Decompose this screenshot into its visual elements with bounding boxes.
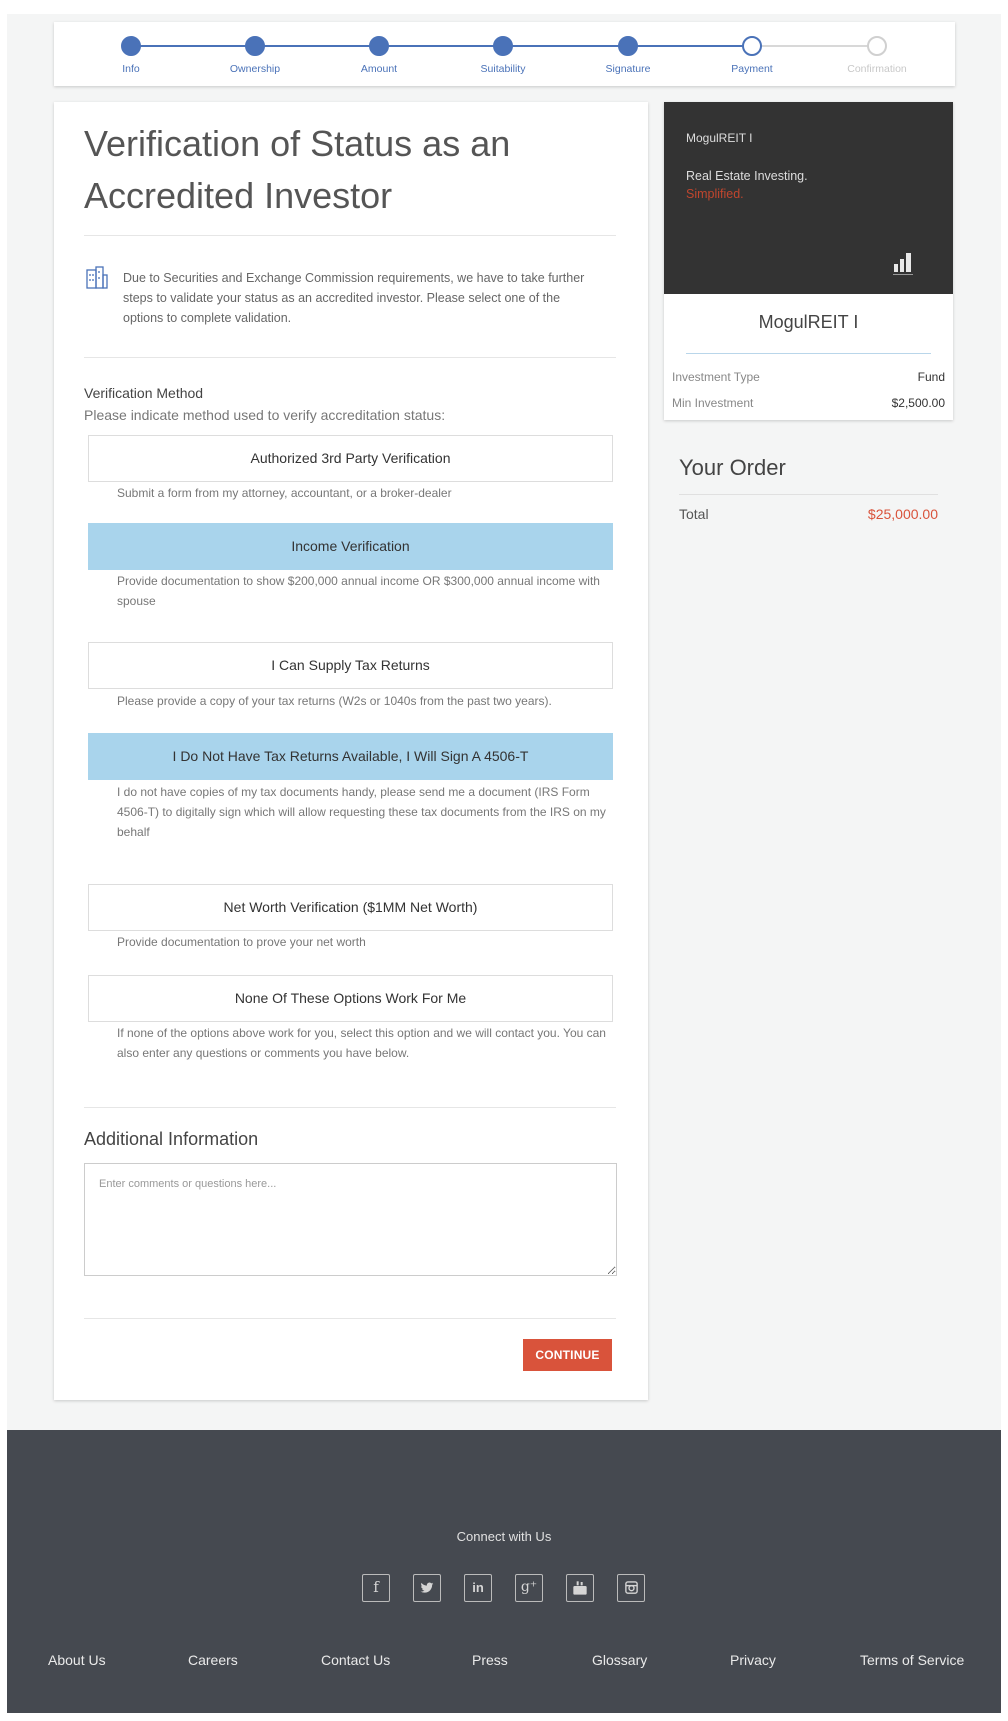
step-dot-pending [867, 36, 887, 56]
footer-link-contact[interactable]: Contact Us [321, 1652, 391, 1668]
fund-detail-row [672, 396, 945, 410]
footer-link-glossary[interactable]: Glossary [592, 1652, 648, 1668]
building-icon [85, 266, 109, 290]
sec-notice-text: Due to Securities and Exchange Commission requirements, we have to take further steps to validate your status as an accredited investor. Please select one of the options to complete validation. [123, 271, 585, 325]
step-dot [369, 36, 389, 56]
option-3rd-party-verification[interactable]: Authorized 3rd Party Verification [88, 435, 613, 482]
footer-link-press[interactable]: Press [472, 1652, 508, 1668]
banner-tagline: Real Estate Investing. [686, 169, 808, 183]
step-label: Ownership [229, 63, 281, 75]
option-net-worth-verification[interactable]: Net Worth Verification ($1MM Net Worth) [88, 884, 613, 931]
option-income-verification[interactable]: Income Verification [88, 523, 613, 570]
option-description: Please provide a copy of your tax returns (W2s or 1040s from the past two years). [117, 694, 552, 708]
banner-tagline-accent: Simplified. [686, 187, 744, 201]
step-dot [493, 36, 513, 56]
step-dot-current [742, 36, 762, 56]
fund-detail-label: Min Investment [672, 396, 754, 410]
page-title: Verification of Status as an Accredited Investor [84, 123, 511, 216]
step-label: Amount [360, 63, 398, 75]
comments-field[interactable] [84, 1163, 617, 1276]
twitter-icon[interactable] [413, 1574, 441, 1602]
option-none-work[interactable]: None Of These Options Work For Me [88, 975, 613, 1022]
verification-card [54, 102, 648, 1400]
additional-information-heading: Additional Information [84, 1129, 259, 1149]
step-label: Confirmation [847, 63, 907, 75]
order-total-label: Total [679, 506, 709, 522]
fund-name: MogulREIT I [758, 312, 859, 332]
footer-link-careers[interactable]: Careers [188, 1652, 238, 1668]
verification-method-instructions: Please indicate method used to verify accreditation status: [84, 407, 446, 423]
step-confirmation [822, 36, 932, 75]
option-supply-tax-returns[interactable]: I Can Supply Tax Returns [88, 642, 613, 689]
fund-detail-label: Investment Type [672, 370, 760, 384]
footer-link-terms[interactable]: Terms of Service [860, 1652, 965, 1668]
verification-method-label: Verification Method [84, 385, 204, 401]
facebook-icon[interactable]: f [362, 1574, 390, 1602]
footer [7, 1430, 1001, 1713]
continue-button[interactable]: CONTINUE [523, 1339, 612, 1371]
footer-link-privacy[interactable]: Privacy [730, 1652, 776, 1668]
step-label: Info [122, 63, 140, 75]
step-amount[interactable] [324, 36, 434, 75]
divider [84, 1107, 616, 1108]
step-suitability[interactable] [448, 36, 558, 75]
option-description: Provide documentation to show $200,000 annual income OR $300,000 annual income with spouse [117, 574, 600, 608]
step-dot [245, 36, 265, 56]
order-total-value: $25,000.00 [867, 506, 938, 522]
linkedin-icon[interactable]: in [464, 1574, 492, 1602]
step-label: Signature [605, 63, 651, 75]
order-heading: Your Order [679, 455, 786, 480]
fund-detail-value: $2,500.00 [891, 396, 945, 410]
divider [679, 494, 938, 495]
step-label: Payment [731, 63, 773, 75]
fund-card [664, 102, 953, 420]
option-description: Provide documentation to prove your net worth [117, 935, 366, 949]
divider [84, 357, 616, 358]
option-sign-4506t[interactable]: I Do Not Have Tax Returns Available, I Will Sign A 4506-T [88, 733, 613, 780]
fund-detail-row [672, 370, 945, 384]
footer-link-about[interactable]: About Us [48, 1652, 106, 1668]
step-dot [618, 36, 638, 56]
youtube-icon[interactable] [566, 1574, 594, 1602]
option-description: Submit a form from my attorney, accountant, or a broker-dealer [117, 486, 452, 500]
fund-banner-image [664, 102, 953, 294]
option-description: I do not have copies of my tax documents handy, please send me a document (IRS Form 4506-T) to digitally sign which will allow requesting these tax documents from the IRS on my behalf [117, 785, 606, 839]
step-ownership[interactable] [200, 36, 310, 75]
instagram-icon[interactable] [617, 1574, 645, 1602]
divider [84, 1318, 616, 1319]
step-payment[interactable] [697, 36, 807, 75]
banner-brand: MogulREIT I [686, 131, 753, 145]
google-plus-icon[interactable]: g⁺ [515, 1574, 543, 1602]
company-logo-icon [892, 250, 916, 276]
divider [686, 353, 931, 354]
step-info[interactable] [76, 36, 186, 75]
step-label: Suitability [480, 63, 526, 75]
connect-heading: Connect with Us [456, 1529, 552, 1544]
option-description: If none of the options above work for you, select this option and we will contact you. You can also enter any questions or comments you have below. [117, 1026, 606, 1060]
fund-detail-value: Fund [917, 370, 945, 384]
step-dot [121, 36, 141, 56]
divider [84, 235, 616, 236]
progress-tracker [54, 22, 955, 86]
step-signature[interactable] [573, 36, 683, 75]
